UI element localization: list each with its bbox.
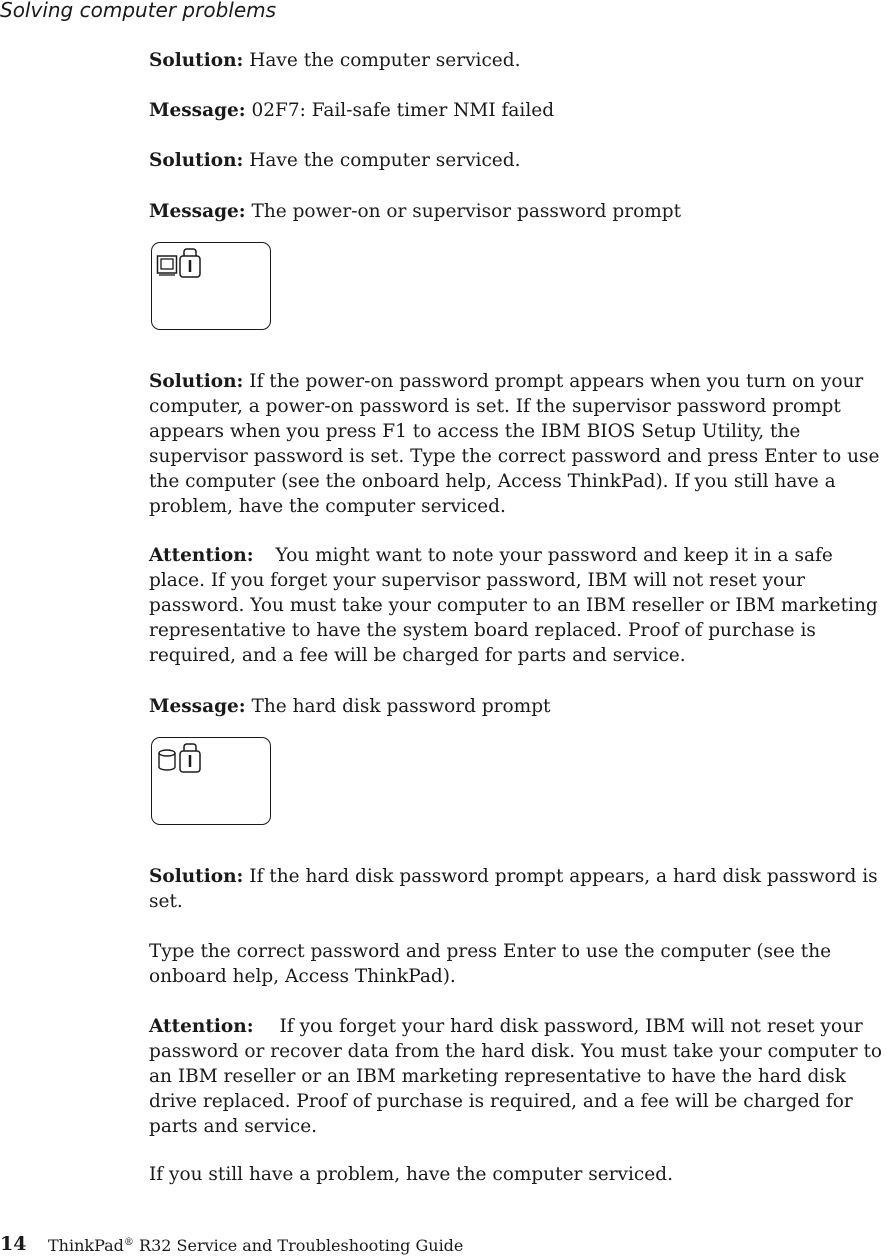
disk-lock-icon	[156, 742, 204, 774]
message-3	[149, 694, 889, 719]
solution-text: If the hard disk password prompt appears, a hard disk password is set.	[149, 866, 878, 912]
solution-label: Solution:	[149, 371, 244, 392]
attention-label: Attention:	[149, 1016, 254, 1037]
power-on-password-prompt-screen	[151, 242, 271, 330]
solution-text: If the power-on password prompt appears when you turn on your computer, a power-on password is set. If the supervisor password prompt appears when you press F1 to access the IBM BIOS Setup Utility, the supervisor password is set. Type the correct password and press Enter to use the computer (see the onboard help, Access ThinkPad). If you still have a problem, have the computer serviced.	[149, 371, 880, 517]
solution-2	[149, 148, 889, 173]
computer-lock-icon	[156, 247, 204, 279]
registered-mark: ®	[123, 1237, 134, 1248]
solution-1	[149, 48, 889, 73]
solution-text: Have the computer serviced.	[249, 150, 521, 171]
message-label: Message:	[149, 696, 246, 717]
attention-label: Attention:	[149, 545, 254, 566]
message-label: Message:	[149, 100, 246, 121]
solution-text: Have the computer serviced.	[249, 50, 521, 71]
message-2	[149, 199, 889, 224]
paragraph-still-problem: If you still have a problem, have the computer serviced.	[149, 1164, 673, 1185]
page-number: 14	[0, 1233, 27, 1255]
message-text: The power-on or supervisor password prompt	[251, 201, 682, 222]
solution-label: Solution:	[149, 150, 244, 171]
solution-label: Solution:	[149, 50, 244, 71]
footer-guide-title: R32 Service and Troubleshooting Guide	[139, 1236, 464, 1255]
attention-1	[149, 543, 889, 668]
footer-brand: ThinkPad	[48, 1236, 124, 1255]
message-text: The hard disk password prompt	[251, 696, 551, 717]
hard-disk-password-prompt-screen	[151, 737, 271, 825]
attention-text: If you forget your hard disk password, IBM will not reset your password or recover data from the hard disk. You must take your computer to an IBM reseller or an IBM marketing representative to have the hard disk drive replaced. Proof of purchase is required, and a fee will be charged for parts and service.	[149, 1016, 883, 1137]
running-header: Solving computer problems	[0, 0, 277, 22]
solution-label: Solution:	[149, 866, 244, 887]
paragraph-type-password: Type the correct password and press Enter to use the computer (see the onboard help, Access ThinkPad).	[149, 941, 832, 987]
message-text: 02F7: Fail-safe timer NMI failed	[251, 100, 555, 121]
footer-title	[48, 1236, 463, 1255]
attention-text: You might want to note your password and keep it in a safe place. If you forget your supervisor password, IBM will not reset your password. You must take your computer to an IBM reseller or IBM marketing representative to have the system board replaced. Proof of purchase is required, and a fee will be charged for parts and service.	[149, 545, 878, 666]
message-label: Message:	[149, 201, 246, 222]
solution-4	[149, 864, 889, 914]
solution-3	[149, 369, 889, 519]
attention-2	[149, 1014, 889, 1139]
message-1	[149, 98, 889, 123]
